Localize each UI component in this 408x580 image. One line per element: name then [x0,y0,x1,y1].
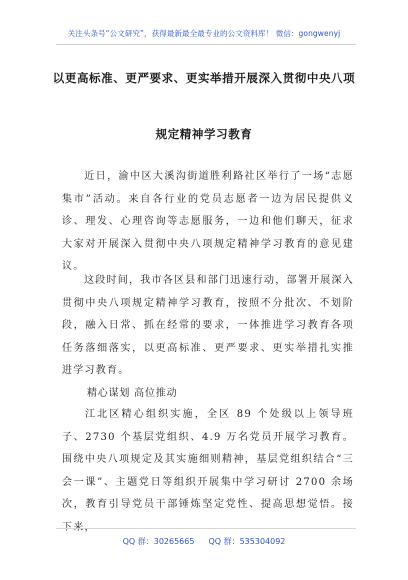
footer-qq-group-2: QQ 群：535304092 [208,537,286,546]
paragraph-2 [62,270,354,383]
paragraph-1-text: 近日，渝中区大溪沟街道胜利路社区举行了一场“志愿集市”活动。来自各行业的党员志愿者一边为居民提供义诊、理发、心理咨询等志愿服务，一边和他们聊天，征求大家对开展深入贯彻中央八项规定精神学习教育的意见建议。 [62,171,354,272]
paragraph-3 [62,404,354,539]
document-title-line-1: 以更高标准、更严要求、更实举措开展深入贯彻中央八项 [52,71,356,85]
paragraph-1 [62,166,354,279]
paragraph-3-text: 江北区精心组织实施，全区 89 个处级以上领导班子、2730 个基层党组织、4.9 万名党员开展学习教育。围绕中央八项规定及其实施细则精神，基层党组织结合“三会一课”、主题党日等组织开展集中学习研讨 2700 余场次，教育引导党员干部锤炼坚定党性、提高思想觉悟。接下来， [62,409,354,533]
section-subheading: 精心谋划 高位推动 [87,388,178,399]
top-banner: 关注头条号“公文研究”，获得最新最全最专业的公文资料库！ 微信：gongwenyj [67,29,341,38]
footer [0,536,408,547]
document-title-line-2: 规定精神学习教育 [155,127,253,141]
footer-qq-group-1: QQ 群：30265665 [122,537,195,546]
header-divider [56,44,356,45]
paragraph-2-text: 这段时间，我市各区县和部门迅速行动，部署开展深入贯彻中央八项规定精神学习教育，按照不分批次、不划阶段，融入日常、抓在经常的要求，一体推进学习教育各项任务落细落实，以更高标准、更严要求、更实举措扎实推进学习教育。 [62,275,354,376]
footer-divider [56,528,356,529]
